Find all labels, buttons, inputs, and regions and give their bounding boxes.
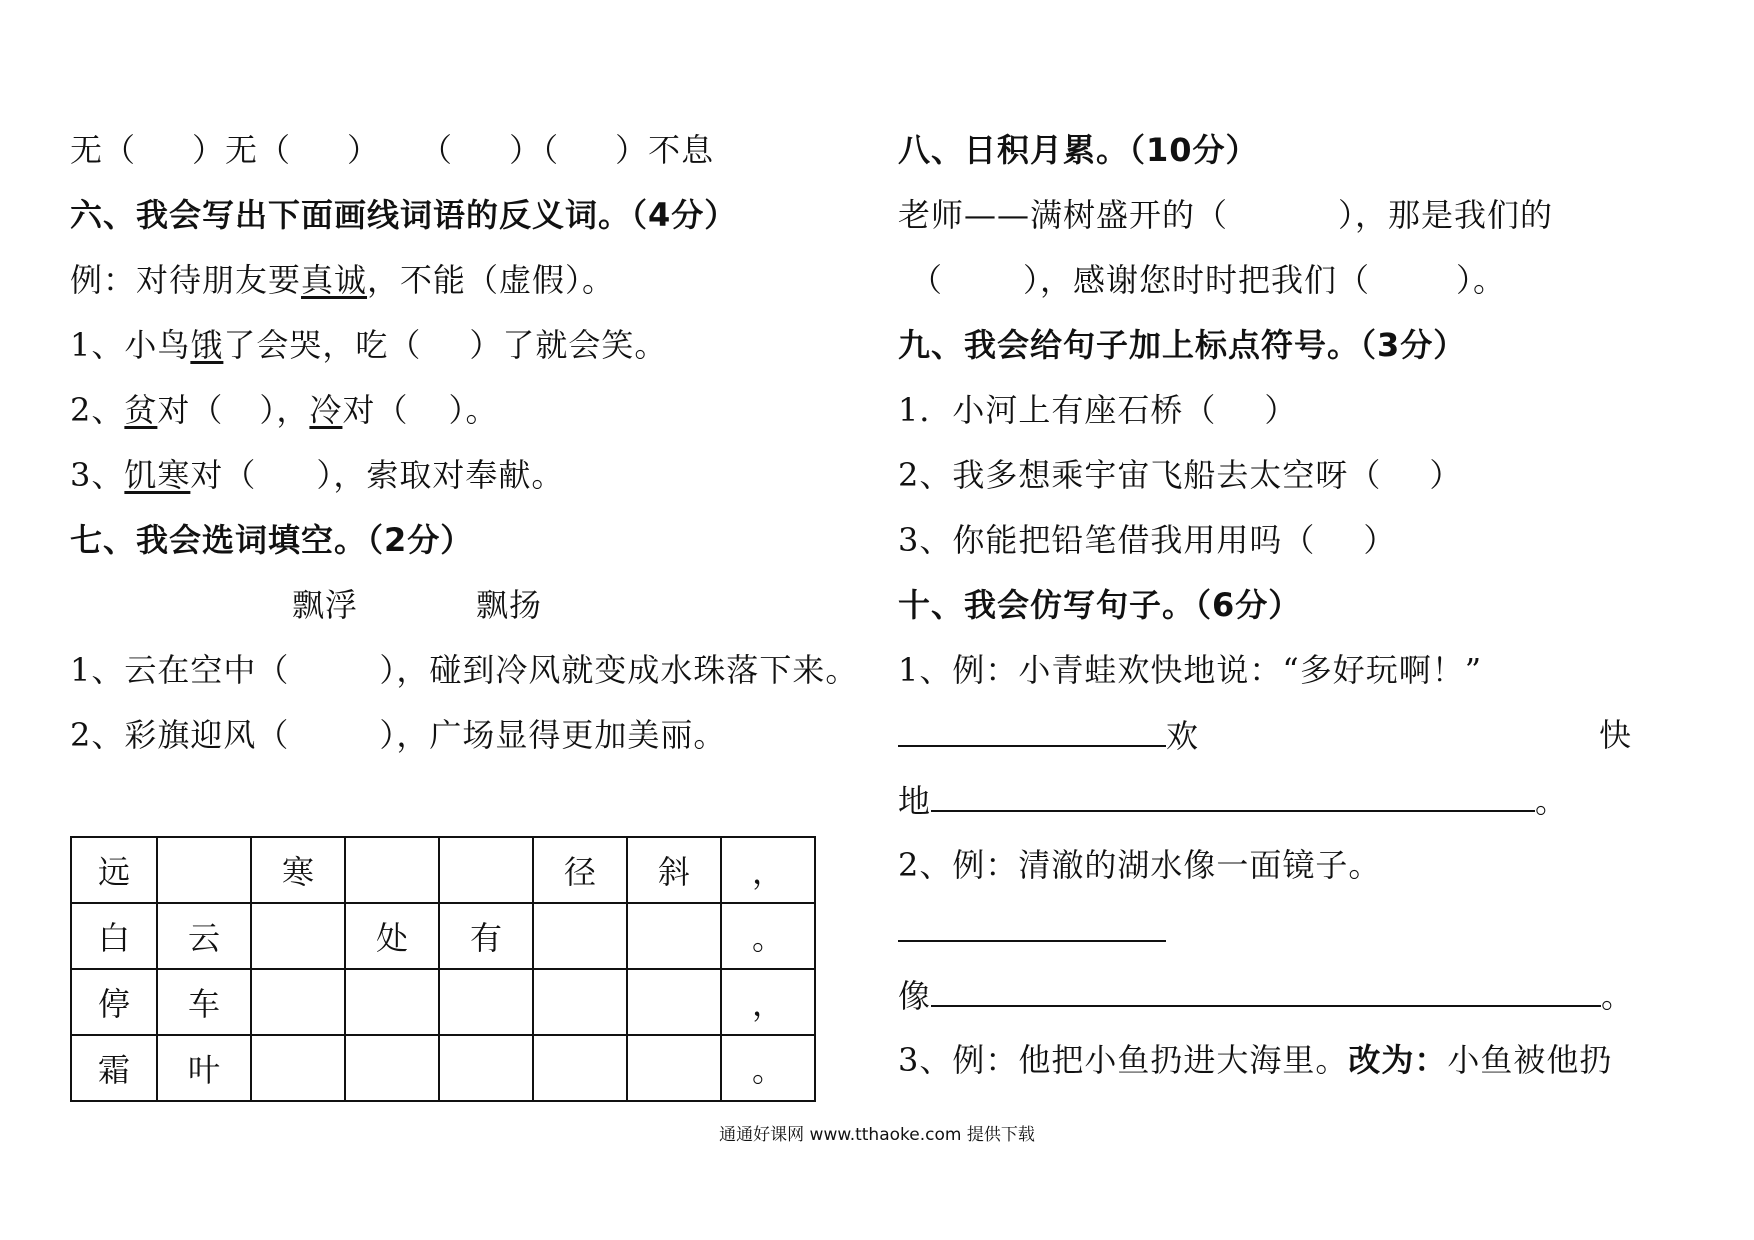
section-6-question-1	[70, 325, 667, 365]
example-text-end: 小鱼被他扔	[1447, 1041, 1613, 1079]
grid-row	[71, 1035, 815, 1101]
grid-cell[interactable]	[627, 903, 721, 969]
q-text: 1、小鸟	[70, 326, 191, 364]
grid-cell[interactable]	[533, 903, 627, 969]
grid-cell: 。	[721, 1035, 815, 1101]
q-text-end: ）	[1363, 521, 1397, 559]
grid-cell: ，	[721, 837, 815, 903]
q-text-end: ），广场显得更加美丽。	[379, 716, 727, 754]
grid-cell[interactable]	[345, 969, 439, 1035]
example-text-end: ，不能（虚假）。	[367, 261, 616, 299]
answer-char-3: 地	[898, 782, 932, 820]
section-7-title: 七、我会选词填空。（2分）	[70, 521, 474, 559]
example-text: 例：对待朋友要	[70, 261, 302, 299]
line-text-end: ）。	[1456, 261, 1507, 299]
q-text: 2、彩旗迎风（	[70, 716, 290, 754]
grid-cell: 远	[71, 837, 157, 903]
q-text: 3、	[70, 456, 125, 494]
grid-cell[interactable]	[251, 1035, 345, 1101]
answer-blank[interactable]	[898, 910, 1166, 942]
grid-cell[interactable]	[345, 1035, 439, 1101]
answer-blank[interactable]	[898, 715, 1166, 747]
grid-cell: 云	[157, 903, 251, 969]
q-underlined-word: 饿	[190, 326, 224, 364]
grid-cell: 车	[157, 969, 251, 1035]
section-10-answer-2-line-a	[898, 910, 1166, 951]
line-text-end: ），那是我们的	[1338, 196, 1554, 234]
section-7-word-choice-1: 飘浮	[292, 586, 359, 624]
idiom-text-1: 无（	[70, 131, 137, 169]
grid-cell[interactable]	[439, 837, 533, 903]
line-text: （	[910, 261, 944, 299]
grid-cell[interactable]	[439, 1035, 533, 1101]
answer-end-punct: 。	[1601, 977, 1635, 1015]
idiom-text-3: ）	[347, 131, 381, 169]
grid-cell[interactable]	[533, 969, 627, 1035]
q-text: 3、你能把铅笔借我用用吗（	[898, 521, 1316, 559]
answer-char-2: 快	[1598, 716, 1632, 754]
answer-blank[interactable]	[931, 780, 1535, 812]
grid-cell: 寒	[251, 837, 345, 903]
grid-cell[interactable]	[533, 1035, 627, 1101]
section-7-question-1	[70, 650, 858, 690]
q-text-mid-2: ），	[259, 391, 310, 429]
grid-cell[interactable]	[627, 969, 721, 1035]
example-text: 3、例：他把小鱼扔进大海里。	[898, 1041, 1349, 1079]
section-9-question-2	[898, 455, 1462, 495]
idiom-text-4: （	[420, 131, 454, 169]
grid-cell: 白	[71, 903, 157, 969]
idiom-text-5: ）（	[509, 131, 560, 169]
q-text-mid-1: 对（	[157, 391, 224, 429]
section-7-question-2	[70, 715, 726, 755]
section-10-example-1: 1、例：小青蛙欢快地说：“多好玩啊！”	[898, 651, 1483, 689]
section-6-example	[70, 260, 615, 300]
grid-row	[71, 837, 815, 903]
section-10-answer-1-line-b	[898, 780, 1568, 821]
q-underlined-word-2: 冷	[309, 391, 343, 429]
grid-cell: ，	[721, 969, 815, 1035]
section-8-line-2	[910, 260, 1506, 300]
answer-char: 像	[898, 977, 932, 1015]
grid-row	[71, 969, 815, 1035]
q-text-end: ）。	[448, 391, 499, 429]
grid-cell: 叶	[157, 1035, 251, 1101]
example-underlined-word: 真诚	[301, 261, 368, 299]
grid-row	[71, 903, 815, 969]
answer-blank[interactable]	[931, 975, 1601, 1007]
q-text: 2、	[70, 391, 125, 429]
q-underlined-word-1: 贫	[124, 391, 158, 429]
idiom-fill-line	[70, 130, 714, 170]
section-8-line-1	[898, 195, 1553, 235]
idiom-text-2: ）无（	[192, 131, 292, 169]
q-text: 2、我多想乘宇宙飞船去太空呀（	[898, 456, 1382, 494]
section-10-example-2: 2、例：清澈的湖水像一面镜子。	[898, 846, 1382, 884]
q-text-end: ），碰到冷风就变成水珠落下来。	[379, 651, 859, 689]
q-text-mid-3: 对（	[342, 391, 409, 429]
section-6-question-2	[70, 390, 498, 430]
grid-cell: 斜	[627, 837, 721, 903]
line-text: 老师——满树盛开的（	[898, 196, 1229, 234]
grid-cell: 。	[721, 903, 815, 969]
q-underlined-word: 饥寒	[124, 456, 191, 494]
idiom-text-6: ）不息	[615, 131, 715, 169]
section-9-question-3	[898, 520, 1396, 560]
grid-cell: 霜	[71, 1035, 157, 1101]
q-text-end: ），索取对奉献。	[316, 456, 565, 494]
section-10-title: 十、我会仿写句子。（6分）	[898, 586, 1302, 624]
q-text-end: ）	[1264, 391, 1298, 429]
section-9-question-1	[898, 390, 1297, 430]
grid-cell: 处	[345, 903, 439, 969]
grid-cell[interactable]	[251, 969, 345, 1035]
q-text-end: ）了就会笑。	[469, 326, 668, 364]
poem-writing-grid	[70, 836, 816, 1102]
grid-cell: 有	[439, 903, 533, 969]
q-text: 1．小河上有座石桥（	[898, 391, 1217, 429]
section-10-example-3	[898, 1040, 1612, 1080]
grid-cell[interactable]	[157, 837, 251, 903]
q-text-end: ）	[1429, 456, 1463, 494]
q-text-mid: 了会哭，吃（	[223, 326, 422, 364]
q-text: 1、云在空中（	[70, 651, 290, 689]
answer-char-1: 欢	[1166, 717, 1200, 755]
grid-cell[interactable]	[345, 837, 439, 903]
q-text-mid: 对（	[190, 456, 257, 494]
example-bold-label: 改为：	[1348, 1041, 1448, 1079]
section-10-answer-1-line-a	[898, 715, 1632, 756]
section-8-title: 八、日积月累。（10分）	[898, 131, 1259, 169]
section-6-title: 六、我会写出下面画线词语的反义词。（4分）	[70, 196, 738, 234]
section-10-answer-2-line-b	[898, 975, 1634, 1016]
grid-cell[interactable]	[251, 903, 345, 969]
answer-end-punct: 。	[1535, 782, 1569, 820]
grid-cell: 停	[71, 969, 157, 1035]
section-9-title: 九、我会给句子加上标点符号。（3分）	[898, 326, 1467, 364]
footer-source: 通通好课网 www.tthaoke.com 提供下载	[719, 1125, 1035, 1145]
grid-cell[interactable]	[627, 1035, 721, 1101]
section-7-word-choice-2: 飘扬	[476, 586, 543, 624]
section-6-question-3	[70, 455, 564, 495]
grid-cell: 径	[533, 837, 627, 903]
line-text-mid: ），感谢您时时把我们（	[1023, 261, 1371, 299]
grid-cell[interactable]	[439, 969, 533, 1035]
